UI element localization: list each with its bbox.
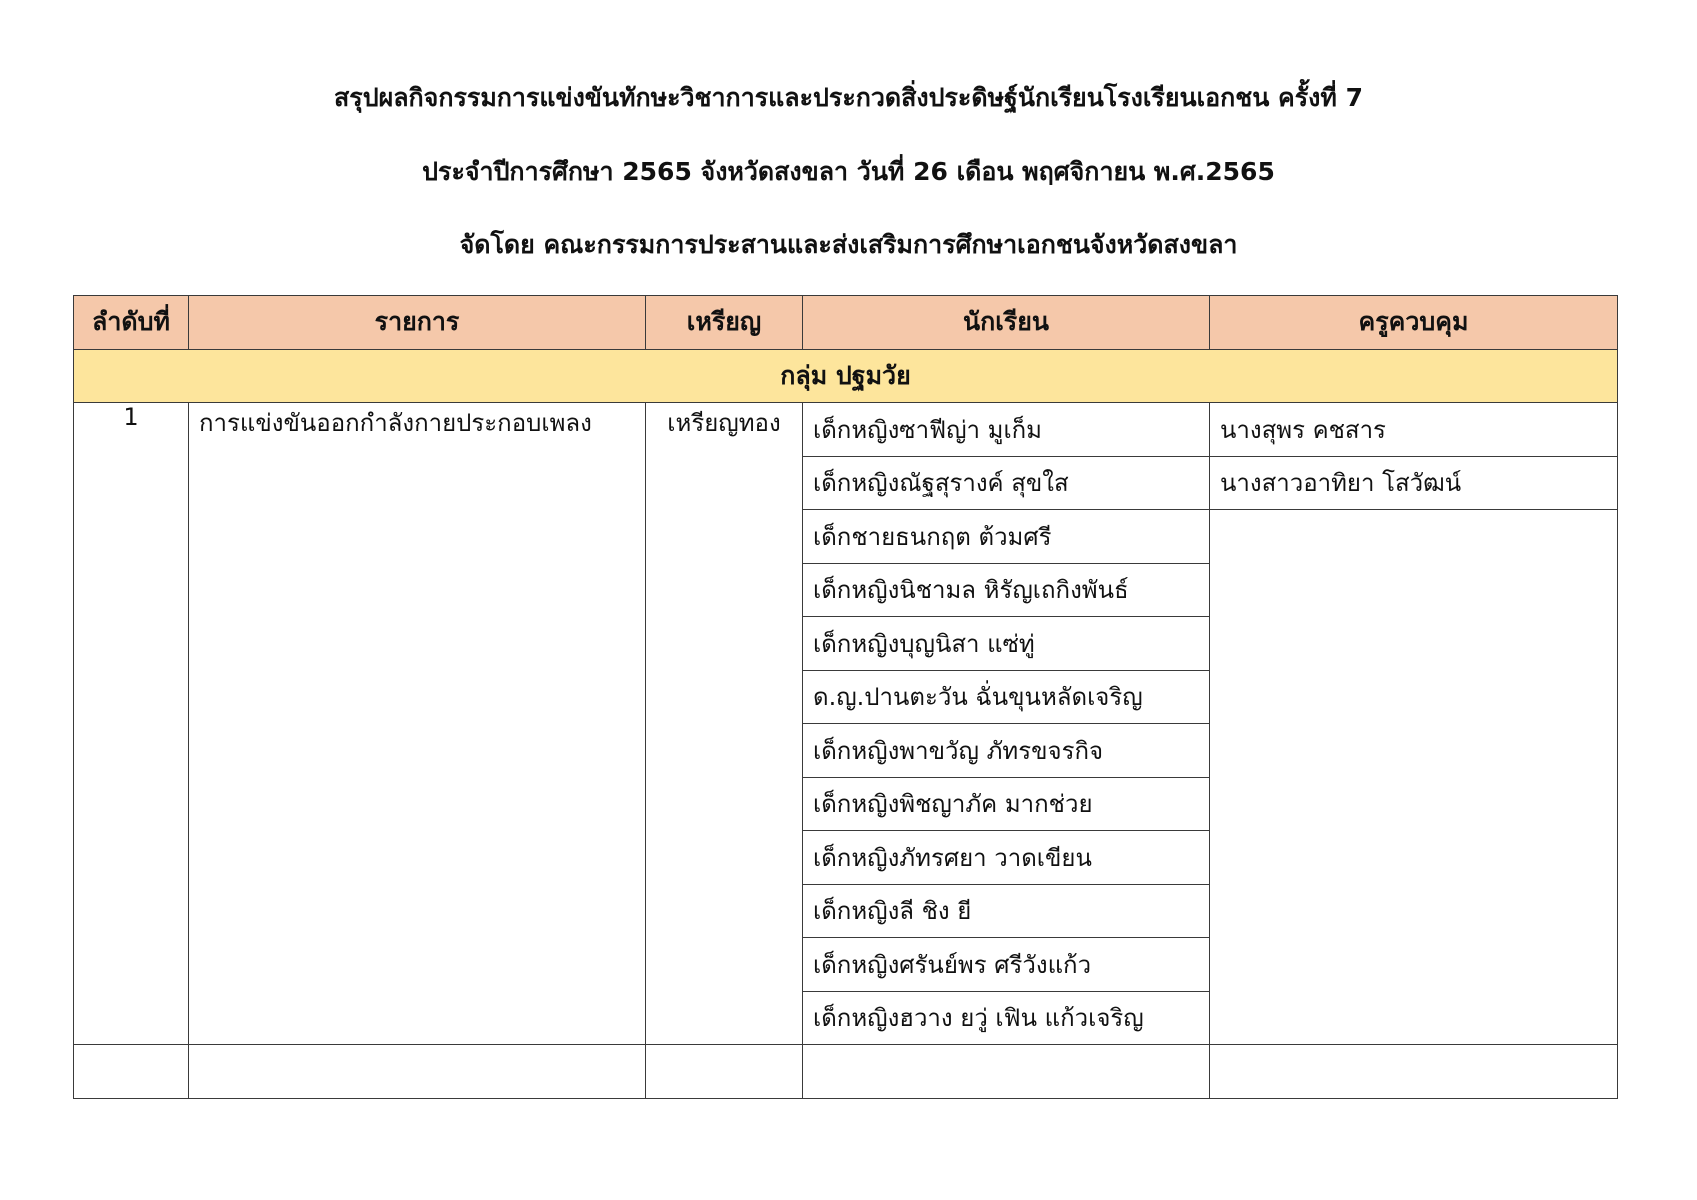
empty-cell bbox=[1210, 1045, 1618, 1099]
student-name: เด็กหญิงฮวาง ยวู่ เฟิน แก้วเจริญ bbox=[803, 991, 1210, 1045]
report-subtitle-date: ประจำปีการศึกษา 2565 จังหวัดสงขลา วันที่ 26 เดือน พฤศจิกายน พ.ศ.2565 bbox=[422, 157, 1275, 186]
results-table bbox=[73, 295, 1618, 1099]
student-name: เด็กหญิงนิชามล หิรัญเถกิงพันธ์ bbox=[803, 563, 1210, 617]
student-name: เด็กหญิงซาฟีญ่า มูเก็ม bbox=[803, 403, 1210, 457]
student-name: เด็กหญิงลี ชิง ยี bbox=[803, 884, 1210, 938]
teacher-name: นางสาวอาทิยา โสวัฒน์ bbox=[1210, 456, 1618, 510]
student-name: เด็กหญิงพิชญาภัค มากช่วย bbox=[803, 777, 1210, 831]
empty-table-row bbox=[74, 1045, 1618, 1099]
column-header-student: นักเรียน bbox=[803, 296, 1210, 350]
empty-cell bbox=[189, 1045, 646, 1099]
student-name: เด็กหญิงพาขวัญ ภัทรขจรกิจ bbox=[803, 724, 1210, 778]
group-row bbox=[74, 349, 1618, 403]
entry-medal: เหรียญทอง bbox=[646, 403, 803, 1045]
report-organizer: จัดโดย คณะกรรมการประสานและส่งเสริมการศึกษาเอกชนจังหวัดสงขลา bbox=[459, 230, 1238, 259]
group-label: กลุ่ม ปฐมวัย bbox=[74, 349, 1618, 403]
empty-cell bbox=[646, 1045, 803, 1099]
table-row bbox=[74, 403, 1618, 457]
report-title: สรุปผลกิจกรรมการแข่งขันทักษะวิชาการและประกวดสิ่งประดิษฐ์นักเรียนโรงเรียนเอกชน ครั้งที่ 7 bbox=[334, 83, 1363, 112]
student-name: เด็กหญิงบุญนิสา แซ่ทู่ bbox=[803, 617, 1210, 671]
column-header-medal: เหรียญ bbox=[646, 296, 803, 350]
student-name: ด.ญ.ปานตะวัน ฉั่นขุนหลัดเจริญ bbox=[803, 670, 1210, 724]
student-name: เด็กหญิงศรันย์พร ศรีวังแก้ว bbox=[803, 938, 1210, 992]
student-name: เด็กหญิงณัฐสุรางค์ สุขใส bbox=[803, 456, 1210, 510]
column-header-no: ลำดับที่ bbox=[74, 296, 189, 350]
teacher-empty-cell bbox=[1210, 510, 1618, 1045]
column-header-item: รายการ bbox=[189, 296, 646, 350]
entry-item: การแข่งขันออกกำลังกายประกอบเพลง bbox=[189, 403, 646, 1045]
column-header-teacher: ครูควบคุม bbox=[1210, 296, 1618, 350]
student-name: เด็กหญิงภัทรศยา วาดเขียน bbox=[803, 831, 1210, 885]
student-name: เด็กชายธนกฤต ต้วมศรี bbox=[803, 510, 1210, 564]
empty-cell bbox=[74, 1045, 189, 1099]
empty-cell bbox=[803, 1045, 1210, 1099]
table-header-row bbox=[74, 296, 1618, 350]
teacher-name: นางสุพร คชสาร bbox=[1210, 403, 1618, 457]
entry-number: 1 bbox=[74, 403, 189, 1045]
